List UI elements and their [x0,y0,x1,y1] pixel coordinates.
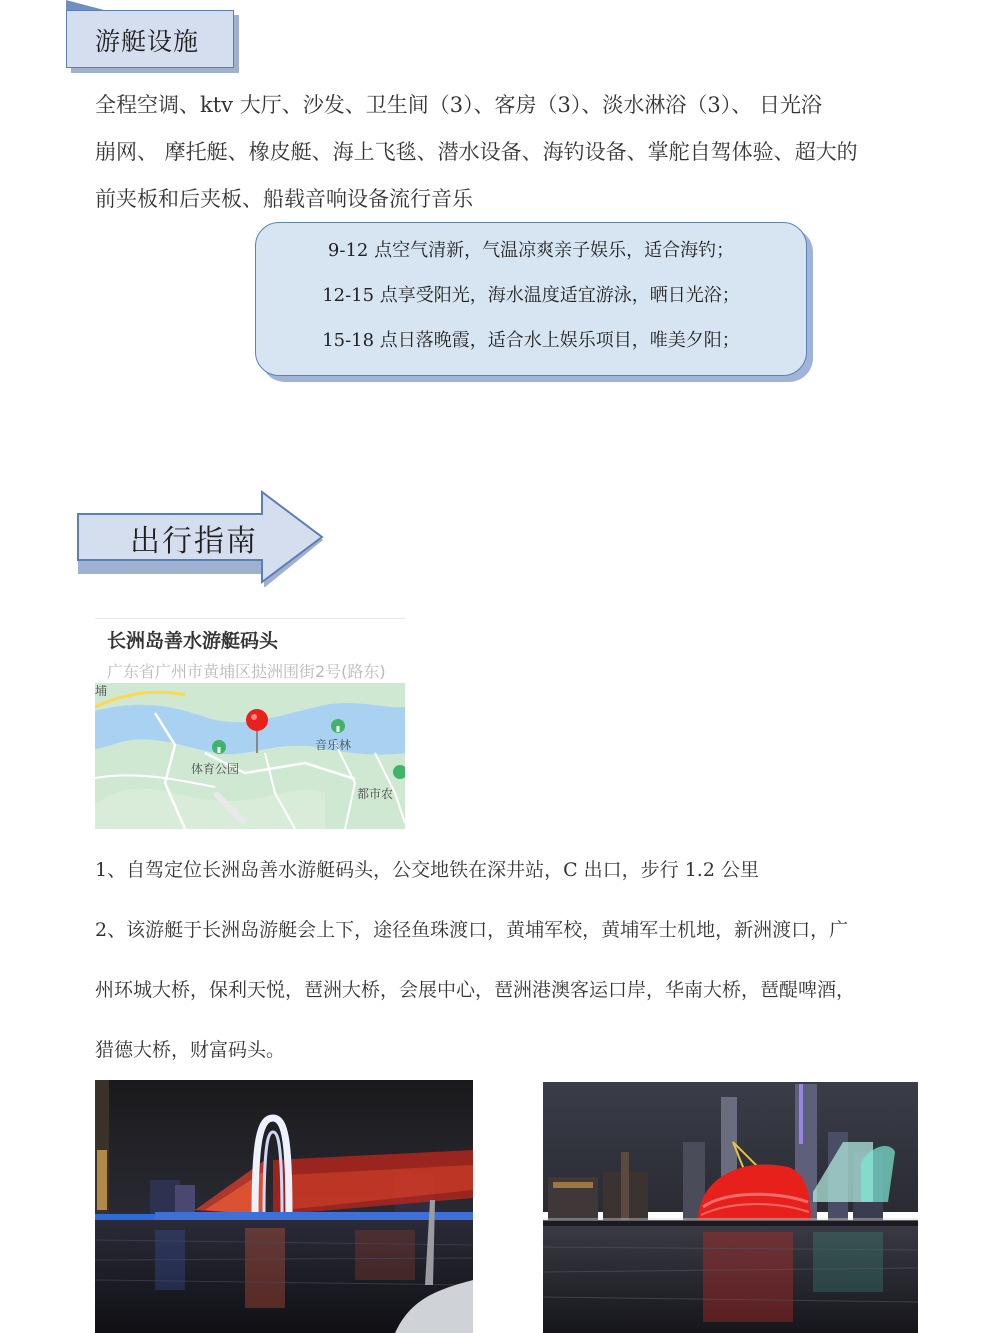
park-icon [212,740,226,754]
facilities-line: 崩网、 摩托艇、橡皮艇、海上飞毯、潜水设备、海钓设备、掌舵自驾体验、超大的 [95,140,858,164]
schedule-morning: 9-12 点空气清新，气温凉爽亲子娱乐，适合海钓； [327,240,735,261]
map-divider [95,618,405,619]
park-icon [331,719,345,733]
guide-item-2-line: 2、该游艇于长洲岛游艇会上下，途径鱼珠渡口，黄埔军校，黄埔军士机地，新洲渡口，广 [95,919,849,941]
map-location-address: 广东省广州市黄埔区挞洲围街2号(路东) [107,662,386,681]
bridge-night-photo [95,1080,473,1333]
facilities-section-title: 游艇设施 [95,27,200,56]
schedule-afternoon: 15-18 点日落晚霞，适合水上娱乐项目，唯美夕阳； [322,330,740,351]
guide-section-title: 出行指南 [130,524,258,559]
tag-corner-decoration [66,0,104,10]
facilities-line: 全程空调、ktv 大厅、沙发、卫生间（3）、客房（3）、淡水淋浴（3）、 日光浴 [95,93,822,117]
skyline-night-photo [543,1082,918,1333]
schedule-box [255,222,807,376]
location-map-card[interactable] [95,618,405,829]
map-location-title: 长洲岛善水游艇码头 [107,630,279,652]
facilities-line: 前夹板和后夹板、船载音响设备流行音乐 [95,187,473,211]
map-label-stadium: 体育公园 [191,762,240,776]
schedule-noon: 12-15 点享受阳光，海水温度适宜游泳，晒日光浴； [322,285,740,306]
map-label-edge: 埔 [95,684,108,698]
map-label-market: 都市农 [357,787,394,801]
guide-item-2 [95,900,920,1080]
map-view[interactable] [95,683,405,829]
facilities-section-tag [66,10,234,68]
map-label-music: 音乐林 [315,738,352,752]
guide-item-2-line: 州环城大桥，保利天悦，琶洲大桥，会展中心，琶洲港澳客运口岸，华南大桥，琶醍啤酒， [95,979,856,1001]
guide-item-1: 1、自驾定位长洲岛善水游艇码头，公交地铁在深井站，C 出口，步行 1.2 公里 [95,859,759,881]
guide-item-2-line: 猎德大桥，财富码头。 [95,1039,286,1061]
facilities-list [95,82,917,223]
